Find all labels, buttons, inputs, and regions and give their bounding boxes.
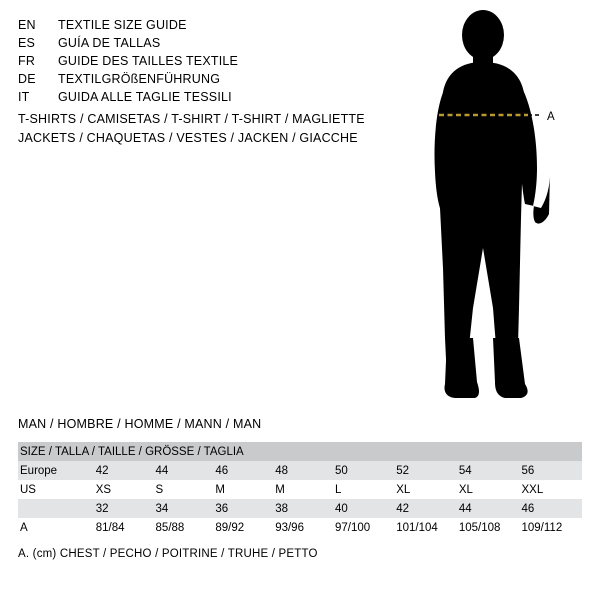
language-text: GUIDE DES TAILLES TEXTILE bbox=[58, 54, 239, 68]
language-code: ES bbox=[18, 36, 36, 50]
table-cell: XL bbox=[396, 483, 411, 496]
language-row bbox=[18, 34, 398, 52]
table-cell: 89/92 bbox=[215, 521, 245, 534]
table-footnote: A. (cm) CHEST / PECHO / POITRINE / TRUHE / PETTO bbox=[18, 548, 318, 560]
table-cell: L bbox=[335, 483, 342, 496]
table-cell: 44 bbox=[155, 464, 169, 477]
garment-heading-tshirts: T-SHIRTS / CAMISETAS / T-SHIRT / T-SHIRT / MAGLIETTE bbox=[18, 112, 365, 126]
language-text: GUIDA ALLE TAGLIE TESSILI bbox=[58, 90, 232, 104]
male-silhouette-figure bbox=[395, 8, 595, 408]
table-cell: 54 bbox=[458, 464, 472, 477]
language-code: IT bbox=[18, 90, 30, 104]
table-cell: 85/88 bbox=[155, 521, 185, 534]
table-header-row bbox=[18, 442, 582, 461]
language-row bbox=[18, 88, 398, 106]
language-text: GUÍA DE TALLAS bbox=[58, 36, 161, 50]
language-code: DE bbox=[18, 72, 36, 86]
row-label-us: US bbox=[20, 483, 36, 496]
table-cell: 109/112 bbox=[521, 521, 563, 534]
table-cell: 48 bbox=[275, 464, 288, 477]
table-title-man: MAN / HOMBRE / HOMME / MANN / MAN bbox=[18, 417, 262, 431]
table-cell: 42 bbox=[95, 464, 109, 477]
table-cell: XS bbox=[95, 483, 112, 496]
language-row bbox=[18, 70, 398, 88]
table-cell: 32 bbox=[95, 502, 109, 515]
table-cell: 34 bbox=[155, 502, 169, 515]
table-cell: 46 bbox=[215, 464, 229, 477]
row-label-europe: Europe bbox=[20, 464, 58, 477]
table-cell: 36 bbox=[215, 502, 229, 515]
garment-heading-jackets: JACKETS / CHAQUETAS / VESTES / JACKEN / GIACCHE bbox=[18, 131, 358, 145]
table-row bbox=[18, 518, 582, 537]
language-row bbox=[18, 16, 398, 34]
table-cell: S bbox=[155, 483, 164, 496]
table-cell: 46 bbox=[521, 502, 535, 515]
table-cell: 52 bbox=[396, 464, 410, 477]
language-row bbox=[18, 52, 398, 70]
table-cell: 44 bbox=[458, 502, 472, 515]
table-cell: XL bbox=[458, 483, 473, 496]
table-cell: M bbox=[215, 483, 225, 496]
table-cell: XXL bbox=[521, 483, 544, 496]
table-cell: 101/104 bbox=[396, 521, 438, 534]
table-cell: 93/96 bbox=[275, 521, 304, 534]
measure-label-a: A bbox=[547, 111, 556, 123]
silhouette-icon bbox=[395, 8, 595, 408]
language-text: TEXTILE SIZE GUIDE bbox=[58, 18, 187, 32]
table-cell: 56 bbox=[521, 464, 535, 477]
table-cell: 38 bbox=[275, 502, 288, 515]
table-row bbox=[18, 499, 582, 518]
table-cell: M bbox=[275, 483, 285, 496]
table-cell: 40 bbox=[335, 502, 348, 515]
table-cell: 81/84 bbox=[95, 521, 125, 534]
garment-heading-list bbox=[18, 110, 438, 148]
row-label-blank bbox=[18, 499, 94, 518]
table-cell: 42 bbox=[396, 502, 410, 515]
row-label-a: A bbox=[20, 521, 28, 534]
table-row bbox=[18, 480, 582, 499]
table-cell: 50 bbox=[335, 464, 348, 477]
table-cell: 105/108 bbox=[458, 521, 501, 534]
language-text: TEXTILGRÖßENFÜHRUNG bbox=[58, 72, 221, 86]
language-code: FR bbox=[18, 54, 36, 68]
language-list bbox=[18, 16, 398, 106]
table-row bbox=[18, 461, 582, 480]
table-cell: 97/100 bbox=[335, 521, 371, 534]
table-header-label: SIZE / TALLA / TAILLE / GRÖSSE / TAGLIA bbox=[20, 445, 244, 458]
size-table bbox=[18, 442, 582, 537]
language-code: EN bbox=[18, 18, 36, 32]
